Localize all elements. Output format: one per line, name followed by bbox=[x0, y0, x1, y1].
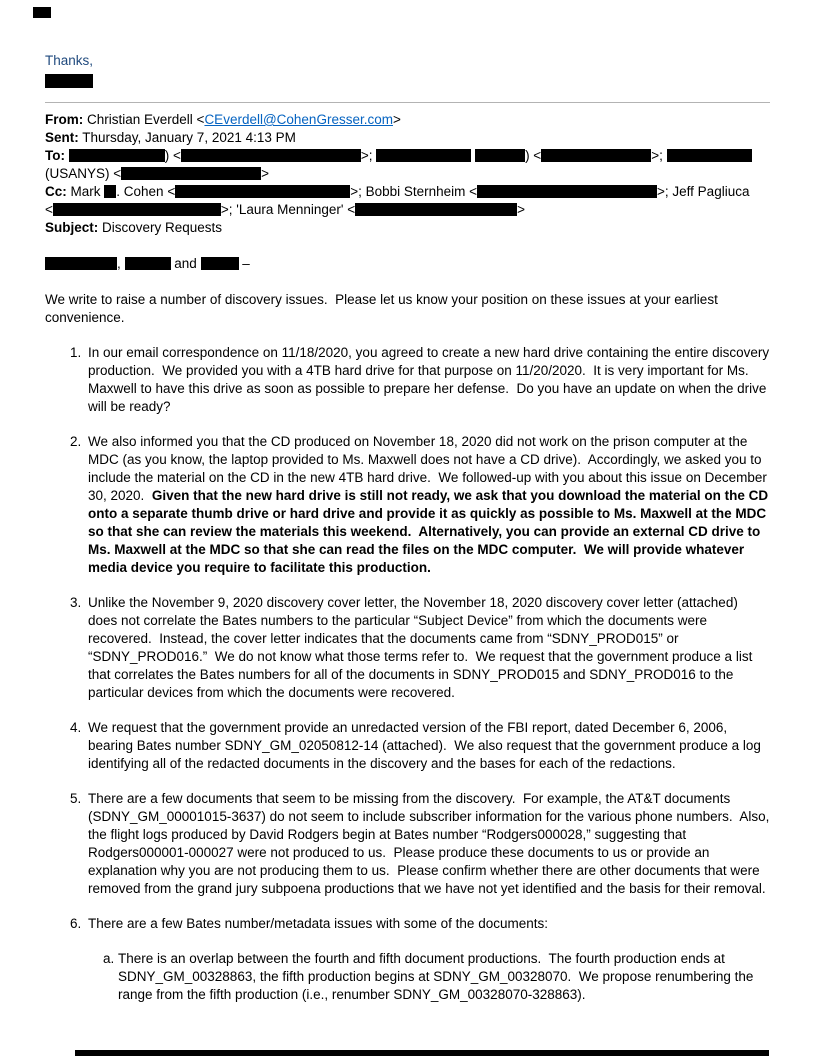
list-item bbox=[45, 719, 770, 773]
cc-value: Mark . Cohen < >; Bobbi Sternheim < >; Jeff Pagliuca < >; 'Laura Menninger' < > bbox=[45, 184, 750, 217]
list-item-number: 2. bbox=[70, 434, 82, 449]
email-address-link[interactable]: CEverdell@CohenGresser.com bbox=[204, 112, 393, 127]
list-item bbox=[45, 344, 773, 416]
subject-value: Discovery Requests bbox=[98, 220, 223, 235]
cc-line bbox=[45, 183, 770, 219]
redaction-bar bbox=[53, 203, 221, 216]
list-item-text bbox=[88, 594, 770, 702]
list-item bbox=[45, 790, 774, 898]
list-item-number: 5. bbox=[70, 791, 82, 806]
redaction-bar bbox=[181, 149, 361, 162]
discovery-issues-list bbox=[45, 344, 774, 1004]
email-header-block bbox=[45, 111, 770, 237]
redaction-bar bbox=[355, 203, 517, 216]
list-item bbox=[45, 433, 770, 577]
redaction-bar bbox=[376, 149, 471, 162]
subject-label: Subject: bbox=[45, 220, 99, 235]
text-run: There is an overlap between the fourth and fifth document productions. The fourth production ends at SDNY_GM_00328863, the fifth production begins at SDNY_GM_00328070. We propose renumbering the range from the fifth production (i.e., renumber SDNY_GM_00328070-328863). bbox=[118, 951, 758, 1002]
redaction-bar bbox=[175, 185, 350, 198]
list-item-number: 6. bbox=[70, 916, 82, 931]
list-item-number: a. bbox=[103, 951, 115, 966]
text-run: In our email correspondence on 11/18/2020, you agreed to create a new hard drive containing the entire discovery production. We provided you with a 4TB hard drive for that purpose on 11/20/2020. It is very important for Ms. Maxwell to have this drive as soon as possible to prepare her defense. Do you have an update on when the drive will be ready? bbox=[88, 345, 773, 414]
list-item-text bbox=[88, 719, 770, 773]
redaction-bar bbox=[121, 167, 261, 180]
redaction-bar-bottom bbox=[75, 1050, 769, 1056]
list-item-text bbox=[118, 950, 770, 1004]
header-divider bbox=[45, 102, 770, 103]
redaction-bar bbox=[125, 257, 171, 270]
list-item-number: 4. bbox=[70, 720, 82, 735]
redaction-bar bbox=[541, 149, 651, 162]
text-run: There are a few Bates number/metadata issues with some of the documents: bbox=[88, 916, 548, 931]
cc-label: Cc: bbox=[45, 184, 67, 199]
email-closing: Thanks, bbox=[45, 53, 94, 68]
list-item-text bbox=[88, 344, 773, 416]
list-item-text bbox=[88, 915, 770, 1004]
to-label: To: bbox=[45, 148, 65, 163]
list-item bbox=[45, 915, 770, 1004]
redacted-signature-bar bbox=[45, 74, 93, 88]
redaction-bar bbox=[69, 149, 165, 162]
salutation-line: , and – bbox=[45, 255, 770, 273]
list-item-text bbox=[88, 790, 774, 898]
redaction-bar bbox=[667, 149, 752, 162]
from-value: Christian Everdell <CEverdell@CohenGresser.com> bbox=[83, 112, 401, 127]
sent-label: Sent: bbox=[45, 130, 79, 145]
subject-line bbox=[45, 219, 770, 237]
sent-value: Thursday, January 7, 2021 4:13 PM bbox=[78, 130, 296, 145]
text-run: We request that the government provide an unredacted version of the FBI report, dated December 6, 2006, bearing Bates number SDNY_GM_02050812-14 (attached). We also request that the government produce a log identifying all of the redacted documents in the discovery and the bases for each of the redactions. bbox=[88, 720, 765, 771]
bold-text-run: Given that the new hard drive is still not ready, we ask that you download the material on the CD onto a separate thumb drive or hard drive and provide it as quickly as possible to Ms. Maxwell at the MDC so that she can review the materials this weekend. Alternatively, you can provide an external CD drive to Ms. Maxwell at the MDC so that she can read the files on the MDC computer. We will provide whatever media device you require to facilitate this production. bbox=[88, 488, 772, 575]
text-run: Unlike the November 9, 2020 discovery cover letter, the November 18, 2020 discovery cover letter (attached) does not correlate the Bates numbers to the particular “Subject Device” from which the documents were recovered. Instead, the cover letter indicates that the documents came from “SDNY_PROD015” or “SDNY_PROD016.” We do not know what those terms refer to. We request that the government produce a list that correlates the Bates numbers for all of the documents in SDNY_PROD015 and SDNY_PROD016 to the particular devices from which the documents were recovered. bbox=[88, 595, 757, 700]
sent-line bbox=[45, 129, 770, 147]
list-item-number: 1. bbox=[70, 345, 82, 360]
list-item bbox=[45, 594, 770, 702]
from-label: From: bbox=[45, 112, 84, 127]
redaction-bar bbox=[45, 257, 117, 270]
text-run: We also informed you that the CD produced on November 18, 2020 did not work on the prison computer at the MDC (as you know, the laptop provided to Ms. Maxwell does not have a CD drive). Accordingly, we asked you to include the material on the CD in the new 4TB hard drive. We followed-up with you about this issue on December 30, 2020. bbox=[88, 434, 771, 503]
text-run: There are a few documents that seem to be missing from the discovery. For example, the AT&T documents (SDNY_GM_00001015-3637) do not seem to include subscriber information for the various phone numbers. Also, the flight logs produced by David Rodgers begin at Bates number “Rodgers000028,” suggesting that Rodgers000001-000027 were not produced to us. Please produce these documents to us or provide an explanation why you are not producing them to us. Please confirm whether there are other documents that were removed from the grand jury subpoena productions that we have not yet identified and the basis for their removal. bbox=[88, 791, 774, 896]
list-item-text bbox=[88, 433, 770, 577]
redaction-bar bbox=[201, 257, 239, 270]
from-line bbox=[45, 111, 770, 129]
to-line bbox=[45, 147, 770, 183]
redaction-bar bbox=[477, 185, 657, 198]
intro-paragraph: We write to raise a number of discovery issues. Please let us know your position on these issues at your earliest convenience. bbox=[45, 292, 722, 325]
to-value: ) < >; ) < >; (USANYS) < > bbox=[45, 148, 752, 181]
redaction-mark-top bbox=[33, 7, 51, 18]
sub-list-item bbox=[88, 950, 770, 1004]
redaction-bar bbox=[104, 185, 116, 198]
list-item-number: 3. bbox=[70, 595, 82, 610]
redaction-bar bbox=[475, 149, 525, 162]
